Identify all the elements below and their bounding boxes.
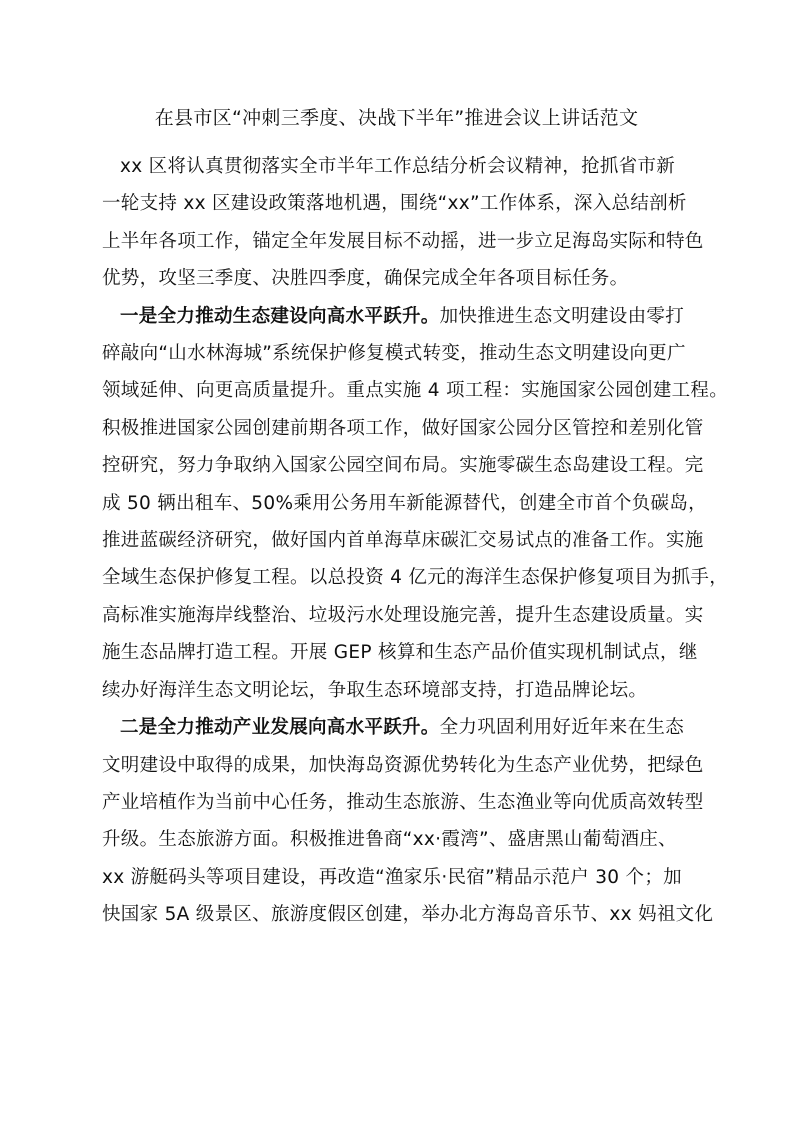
text-line: 推进蓝碳经济研究，做好国内首单海草床碳汇交易试点的准备工作。实施 bbox=[102, 530, 704, 552]
text-run: 加快推进生态文明建设由零打 bbox=[439, 305, 685, 327]
paragraph-ecology bbox=[102, 298, 729, 709]
paragraph-industry bbox=[102, 709, 725, 933]
paragraph-lead: 二是全力推动产业发展向高水平跃升。 bbox=[120, 717, 440, 739]
document-body bbox=[102, 148, 729, 934]
text-line: 控研究，努力争取纳入国家公园空间布局。实施零碳生态岛建设工程。完 bbox=[102, 455, 704, 477]
text-line: 成 50 辆出租车、50%乘用公务用车新能源替代，创建全市首个负碳岛， bbox=[102, 492, 707, 514]
paragraph-intro bbox=[102, 148, 725, 298]
text-line: 优势，攻坚三季度、决胜四季度，确保完成全年各项目标任务。 bbox=[102, 268, 629, 290]
text-line: 上半年各项工作，锚定全年发展目标不动摇，进一步立足海岛实际和特色 bbox=[102, 230, 704, 252]
text-line: 碎敲向“山水林海城”系统保护修复模式转变，推动生态文明建设向更广 bbox=[102, 343, 686, 365]
text-line: xx 区将认真贯彻落实全市半年工作总结分析会议精神，抢抓省市新 bbox=[120, 156, 676, 177]
text-line: 积极推进国家公园创建前期各项工作，做好国家公园分区管控和差别化管 bbox=[102, 417, 704, 439]
text-line: 一轮支持 xx 区建设政策落地机遇，围绕“xx”工作体系，深入总结剖析 bbox=[102, 193, 687, 215]
text-line: 全域生态保护修复工程。以总投资 4 亿元的海洋生态保护修复项目为抓手， bbox=[102, 567, 729, 589]
text-line: 施生态品牌打造工程。开展 GEP 核算和生态产品价值实现机制试点，继 bbox=[102, 642, 698, 664]
text-line bbox=[120, 709, 725, 746]
text-line: 高标准实施海岸线整治、垃圾污水处理设施完善，提升生态建设质量。实 bbox=[102, 604, 704, 626]
text-line bbox=[120, 298, 725, 335]
text-line: 产业培植作为当前中心任务，推动生态旅游、生态渔业等向优质高效转型 bbox=[102, 791, 704, 813]
document-title: 在县市区“冲刺三季度、决战下半年”推进会议上讲话范文 bbox=[154, 107, 639, 129]
text-line: xx 游艇码头等项目建设，再改造“渔家乐·民宿”精品示范户 30 个；加 bbox=[102, 866, 682, 888]
text-run: 全力巩固利用好近年来在生态 bbox=[439, 717, 685, 739]
paragraph-lead: 一是全力推动生态建设向高水平跃升。 bbox=[120, 305, 440, 327]
text-line: 续办好海洋生态文明论坛，争取生态环境部支持，打造品牌论坛。 bbox=[102, 679, 648, 701]
text-line: 快国家 5A 级景区、旅游度假区创建，举办北方海岛音乐节、xx 妈祖文化 bbox=[102, 904, 714, 926]
text-line: 文明建设中取得的成果，加快海岛资源优势转化为生态产业优势，把绿色 bbox=[102, 754, 704, 776]
text-line: 领域延伸、向更高质量提升。重点实施 4 项工程：实施国家公园创建工程。 bbox=[102, 380, 729, 402]
text-line: 升级。生态旅游方面。积极推进鲁商“xx·霞湾”、盛唐黑山葡萄酒庄、 bbox=[102, 829, 677, 851]
